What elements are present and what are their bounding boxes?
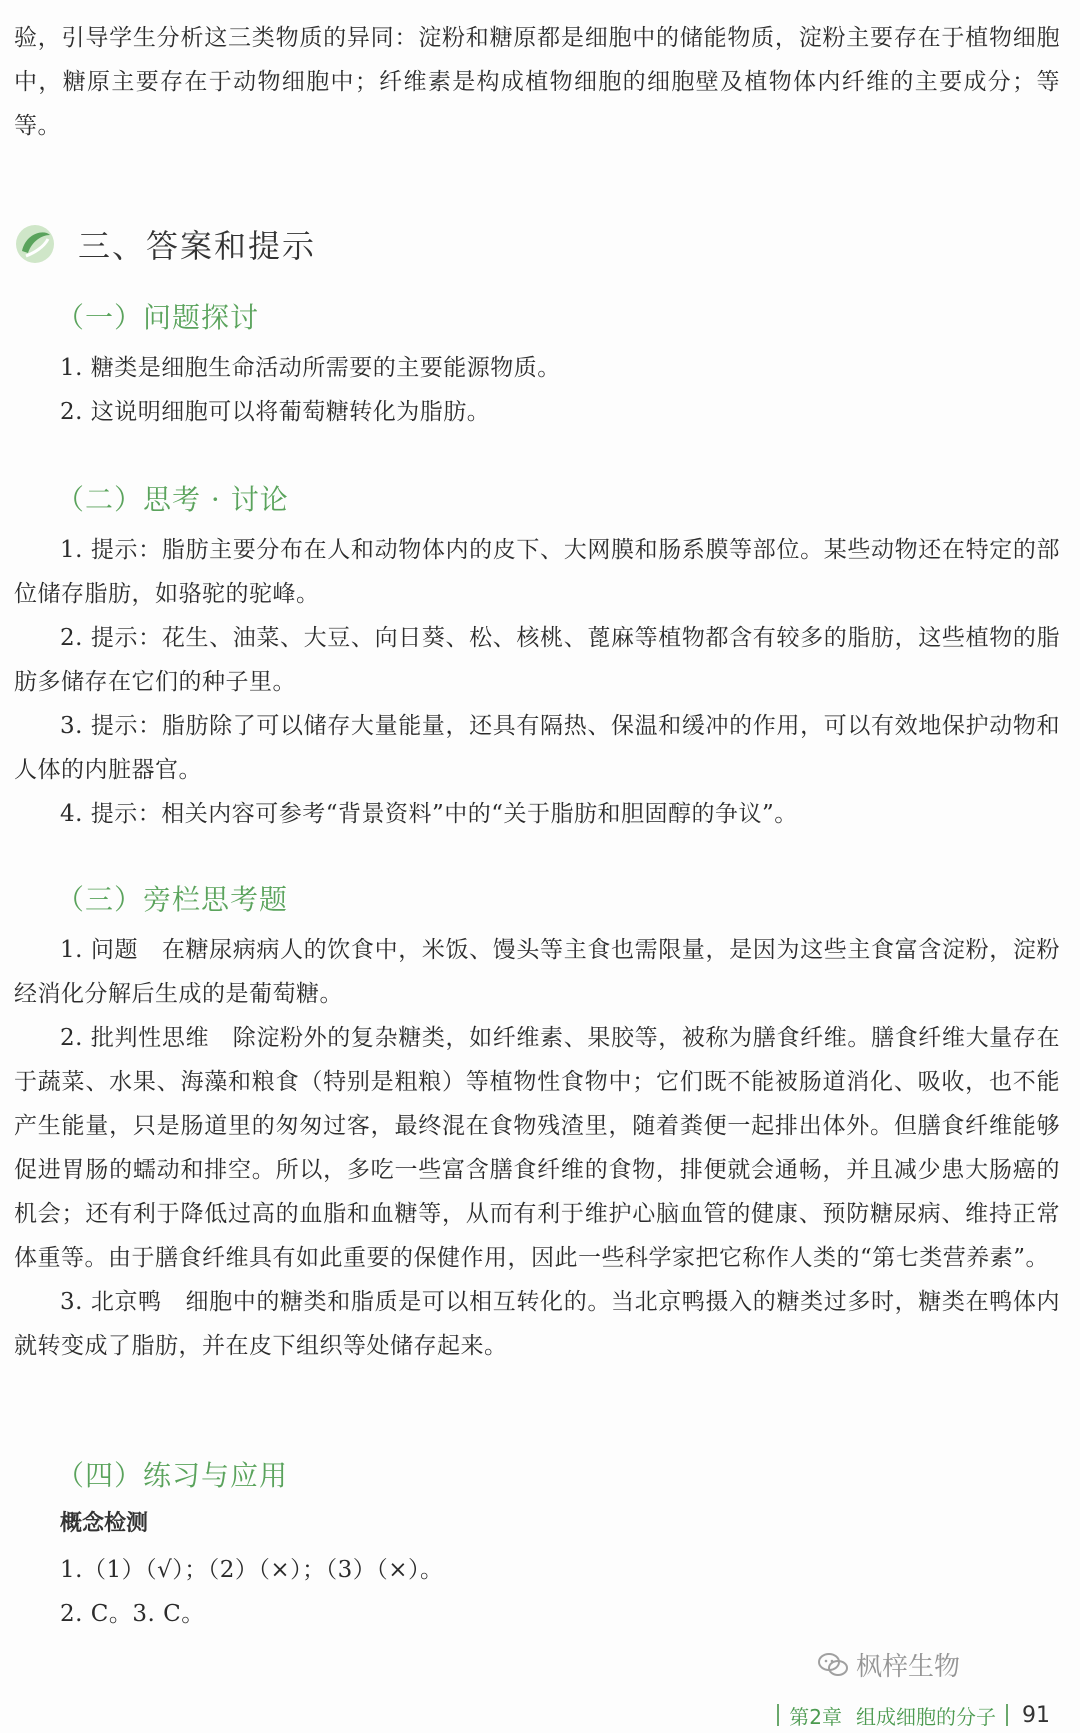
wechat-icon — [818, 1652, 848, 1678]
intro-block — [14, 16, 1060, 148]
list-item: 2. 提示：花生、油菜、大豆、向日葵、松、核桃、蓖麻等植物都含有较多的脂肪，这些植物的脂肪多储存在它们的种子里。 — [14, 625, 1060, 695]
intro-paragraph: 验，引导学生分析这三类物质的异同：淀粉和糖原都是细胞中的储能物质，淀粉主要存在于植物细胞中，糖原主要存在于动物细胞中；纤维素是构成植物细胞的细胞壁及植物体内纤维的主要成分；等等。 — [14, 25, 1060, 139]
list-item: 1.（1）（√）；（2）（×）；（3）（×）。 — [60, 1557, 444, 1583]
leaf-swirl-icon — [14, 223, 56, 265]
subheading-think-discuss: （二）思考 · 讨论 — [56, 483, 289, 516]
footer-chapter-title: 组成细胞的分子 — [856, 1704, 996, 1729]
subheading-sidebar-questions: （三）旁栏思考题 — [56, 883, 289, 916]
watermark-text: 枫梓生物 — [855, 1652, 960, 1682]
list-item: 4. 提示：相关内容可参考“背景资料”中的“关于脂肪和胆固醇的争议”。 — [60, 801, 798, 827]
part4-block — [14, 1548, 1060, 1636]
page-number: 91 — [1022, 1702, 1050, 1728]
list-item: 3. 提示：脂肪除了可以储存大量能量，还具有隔热、保温和缓冲的作用，可以有效地保护动物和人体的内脏器官。 — [14, 713, 1060, 783]
footer-divider — [777, 1704, 779, 1726]
part1-block — [14, 346, 1060, 434]
list-item: 1. 提示：脂肪主要分布在人和动物体内的皮下、大网膜和肠系膜等部位。某些动物还在特定的部位储存脂肪，如骆驼的驼峰。 — [14, 537, 1060, 607]
subheading-problem-discussion: （一）问题探讨 — [56, 301, 260, 334]
part3-block — [14, 928, 1060, 1368]
subheading-practice-application: （四）练习与应用 — [56, 1459, 289, 1492]
list-item: 1. 糖类是细胞生命活动所需要的主要能源物质。 — [60, 355, 561, 381]
footer-divider — [1006, 1704, 1008, 1726]
section-heading — [14, 216, 316, 272]
list-item: 2. C。3. C。 — [60, 1601, 205, 1627]
concept-check-label: 概念检测 — [60, 1511, 149, 1536]
section-title: 三、答案和提示 — [78, 227, 317, 265]
part2-block — [14, 528, 1060, 836]
list-item: 1. 问题 在糖尿病病人的饮食中，米饭、馒头等主食也需限量，是因为这些主食富含淀粉，淀粉经消化分解后生成的是葡萄糖。 — [14, 937, 1060, 1007]
footer-chapter: 第2章 — [789, 1704, 842, 1729]
list-item: 2. 批判性思维 除淀粉外的复杂糖类，如纤维素、果胶等，被称为膳食纤维。膳食纤维大量存在于蔬菜、水果、海藻和粮食（特别是粗粮）等植物性食物中；它们既不能被肠道消化、吸收，也不能产生能量，只是肠道里的匆匆过客，最终混在食物残渣里，随着粪便一起排出体外。但膳食纤维能够促进胃肠的蠕动和排空。所以，多吃一些富含膳食纤维的食物，排便就会通畅，并且减少患大肠癌的机会；还有利于降低过高的血脂和血糖等，从而有利于维护心脑血管的健康、预防糖尿病、维持正常体重等。由于膳食纤维具有如此重要的保健作用，因此一些科学家把它称作人类的“第七类营养素”。 — [14, 1025, 1060, 1271]
list-item: 2. 这说明细胞可以将葡萄糖转化为脂肪。 — [60, 399, 491, 425]
watermark — [818, 1646, 960, 1683]
list-item: 3. 北京鸭 细胞中的糖类和脂质是可以相互转化的。当北京鸭摄入的糖类过多时，糖类在鸭体内就转变成了脂肪，并在皮下组织等处储存起来。 — [14, 1289, 1060, 1359]
page-footer — [720, 1697, 1080, 1733]
